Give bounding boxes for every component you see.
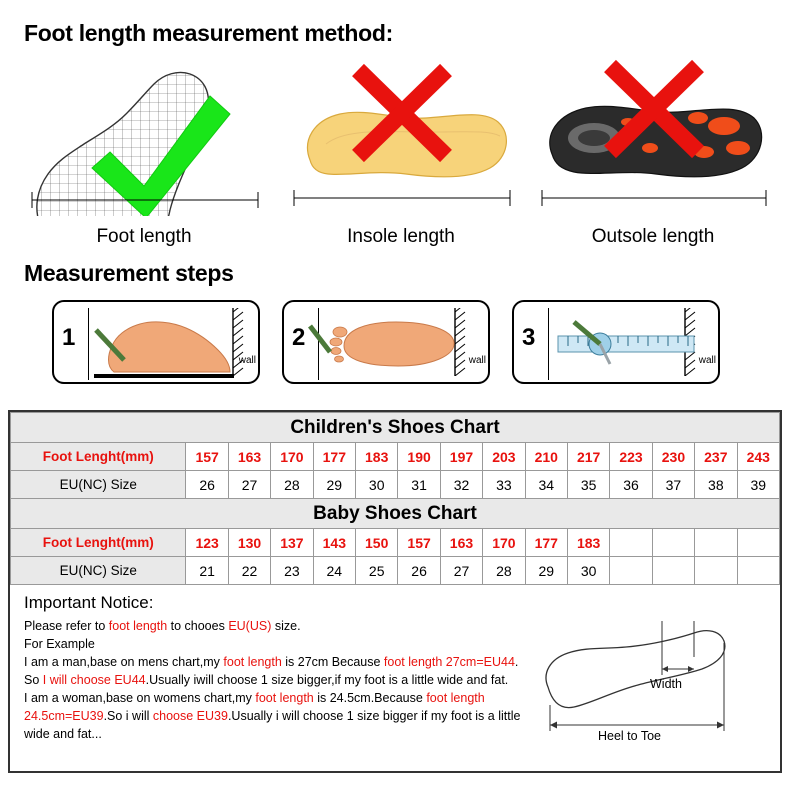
notice-line <box>24 726 564 743</box>
cell: 157 <box>398 529 440 557</box>
steps-row <box>0 300 790 392</box>
table-row <box>11 557 780 585</box>
step-number: 3 <box>522 324 536 351</box>
notice-text-span: size. <box>271 619 301 633</box>
cell: 137 <box>271 529 313 557</box>
notice-text-span: 24.5cm=EU39 <box>24 709 104 723</box>
size-chart-table-wrapper <box>8 410 782 773</box>
notice-text-span: I am a man,base on mens chart,my <box>24 655 224 669</box>
cell: 29 <box>313 471 355 499</box>
cell: 190 <box>398 443 440 471</box>
notice-line <box>24 618 564 635</box>
step-number: 2 <box>292 324 306 351</box>
cell: 170 <box>483 529 525 557</box>
children-chart-title: Children's Shoes Chart <box>11 413 780 443</box>
notice-line <box>24 690 564 707</box>
cell: 25 <box>356 557 398 585</box>
illustration-row <box>0 48 790 248</box>
cell <box>737 529 779 557</box>
foot-dimension-diagram <box>542 613 752 753</box>
side-foot-icon <box>54 302 260 384</box>
cell: 210 <box>525 443 567 471</box>
notice-text-span: foot length <box>223 655 282 669</box>
notice-text-span: So <box>24 673 43 687</box>
table-row <box>11 443 780 471</box>
cell: 39 <box>737 471 779 499</box>
notice-text-span: foot length <box>426 691 485 705</box>
cell <box>695 557 737 585</box>
notice-text-span: Please refer to <box>24 619 109 633</box>
notice-line <box>24 636 564 653</box>
row-header-eu-size: EU(NC) Size <box>11 471 186 499</box>
cell: 217 <box>567 443 609 471</box>
step-card-2 <box>282 300 490 384</box>
cell: 183 <box>567 529 609 557</box>
cell: 31 <box>398 471 440 499</box>
cell: 143 <box>313 529 355 557</box>
cell: 35 <box>567 471 609 499</box>
cell: 38 <box>695 471 737 499</box>
insole-art <box>276 48 526 216</box>
cell: 28 <box>483 557 525 585</box>
cell: 183 <box>356 443 398 471</box>
size-chart-table <box>10 412 780 585</box>
illustration-caption: Outsole length <box>591 226 715 247</box>
foot-mesh-art <box>14 48 274 216</box>
cell: 177 <box>525 529 567 557</box>
notice-text-span: For Example <box>24 637 95 651</box>
notice-title: Important Notice: <box>24 593 154 612</box>
cell <box>610 529 652 557</box>
cell: 150 <box>356 529 398 557</box>
notice-line <box>24 708 564 725</box>
notice-text-span: is 27cm Because <box>281 655 384 669</box>
cell: 177 <box>313 443 355 471</box>
cell: 32 <box>440 471 482 499</box>
cell: 223 <box>610 443 652 471</box>
row-header-foot-length: Foot Lenght(mm) <box>11 443 186 471</box>
notice-text-span: . <box>514 655 519 669</box>
cell: 37 <box>652 471 694 499</box>
wall-label: wall <box>238 355 256 366</box>
wall-label: wall <box>698 355 716 366</box>
cell: 243 <box>737 443 779 471</box>
notice-text-span: I am a woman,base on womens chart,my <box>24 691 256 705</box>
row-header-eu-size: EU(NC) Size <box>11 557 186 585</box>
width-label: Width <box>650 677 682 691</box>
cell: 34 <box>525 471 567 499</box>
notice-text-span: .So i will <box>103 709 153 723</box>
cell: 36 <box>610 471 652 499</box>
sole-foot-icon <box>284 302 490 384</box>
cell: 163 <box>228 443 270 471</box>
illustration-insole-length <box>276 48 526 248</box>
cell <box>652 557 694 585</box>
notice-line <box>24 654 564 671</box>
baby-chart-title: Baby Shoes Chart <box>11 499 780 529</box>
outsole-icon <box>528 48 778 216</box>
cell: 21 <box>186 557 228 585</box>
table-row <box>11 471 780 499</box>
notice-text-span: EU(US) <box>228 619 272 633</box>
cell: 157 <box>186 443 228 471</box>
step-card-1 <box>52 300 260 384</box>
table-row-baby-title <box>11 499 780 529</box>
cell: 29 <box>525 557 567 585</box>
illustration-caption: Foot length <box>96 226 192 247</box>
notice-line <box>24 672 564 689</box>
illustration-caption: Insole length <box>347 226 455 247</box>
cell: 163 <box>440 529 482 557</box>
cell: 24 <box>313 557 355 585</box>
cell: 130 <box>228 529 270 557</box>
cell: 26 <box>398 557 440 585</box>
cell: 237 <box>695 443 737 471</box>
illustration-foot-length <box>14 48 274 248</box>
illustration-outsole-length <box>528 48 778 248</box>
cell: 197 <box>440 443 482 471</box>
notice-text-span: .Usually i will choose 1 size bigger if my foot is a little <box>227 709 521 723</box>
notice-text-span: wide and fat... <box>24 727 102 741</box>
notice-text-span: I will choose EU44 <box>42 673 146 687</box>
cell <box>610 557 652 585</box>
cell: 27 <box>228 471 270 499</box>
outsole-art <box>528 48 778 216</box>
notice-text-span: .Usually iwill choose 1 size bigger,if my foot is a little wide and fat. <box>145 673 509 687</box>
page-title-foot-length-method: Foot length measurement method: <box>24 20 393 46</box>
cell: 123 <box>186 529 228 557</box>
cell: 170 <box>271 443 313 471</box>
table-row-children-title <box>11 413 780 443</box>
notice-text-span: is 24.5cm.Because <box>313 691 427 705</box>
cell: 230 <box>652 443 694 471</box>
page-title-measurement-steps: Measurement steps <box>24 260 234 286</box>
cell <box>695 529 737 557</box>
cell: 26 <box>186 471 228 499</box>
notice-text-span: to chooes <box>167 619 229 633</box>
cell: 23 <box>271 557 313 585</box>
cell: 27 <box>440 557 482 585</box>
ruler-icon <box>514 302 720 384</box>
notice-text-span: choose EU39 <box>152 709 228 723</box>
cell: 203 <box>483 443 525 471</box>
cell <box>737 557 779 585</box>
notice-text-span: foot length <box>108 619 168 633</box>
cell: 22 <box>228 557 270 585</box>
foot-wireframe-icon <box>14 48 274 216</box>
table-row <box>11 529 780 557</box>
notice-text-span: foot length 27cm=EU44 <box>383 655 515 669</box>
cell: 30 <box>567 557 609 585</box>
cell: 28 <box>271 471 313 499</box>
wall-label: wall <box>468 355 486 366</box>
step-card-3 <box>512 300 720 384</box>
cell <box>652 529 694 557</box>
step-number: 1 <box>62 324 76 351</box>
important-notice-section <box>10 585 780 771</box>
notice-text-block <box>24 618 564 743</box>
notice-text-span: foot length <box>255 691 314 705</box>
cell: 30 <box>356 471 398 499</box>
cell: 33 <box>483 471 525 499</box>
heel-to-toe-label: Heel to Toe <box>598 729 662 743</box>
row-header-foot-length: Foot Lenght(mm) <box>11 529 186 557</box>
insole-icon <box>276 48 526 216</box>
